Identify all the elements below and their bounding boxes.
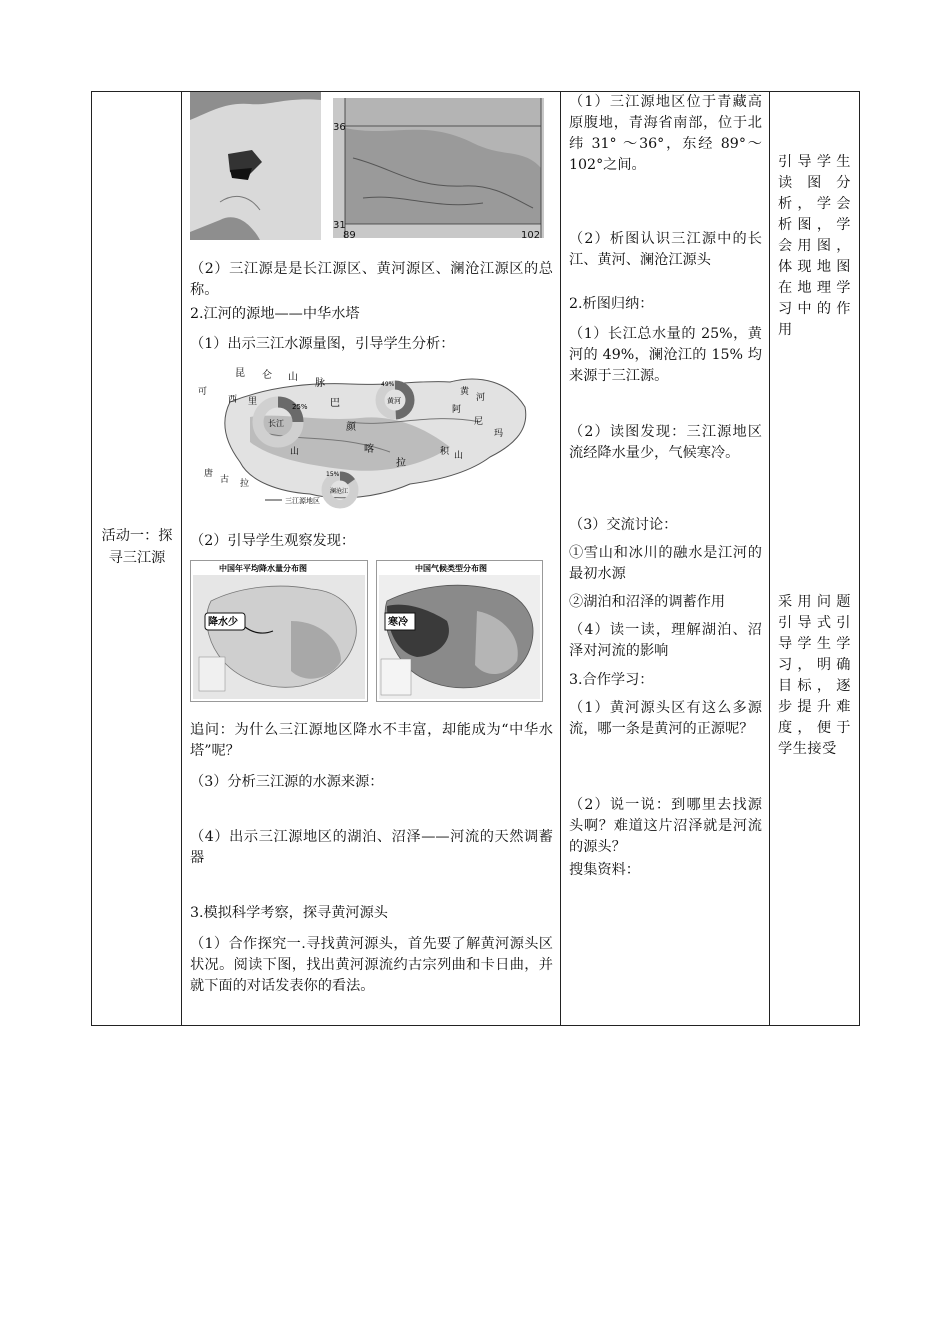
map-label: 山 bbox=[290, 447, 300, 457]
map-label: 尼 bbox=[474, 417, 484, 427]
map-label: 里 bbox=[248, 397, 258, 407]
sanjiangyuan-location-map bbox=[333, 98, 544, 238]
map-label: 山 bbox=[288, 372, 298, 383]
pie-lancangjiang-pct: 15% bbox=[326, 471, 340, 478]
para-lakes: （4）出示三江源地区的湖泊、沼泽——河流的天然调蓄器 bbox=[190, 829, 553, 866]
precipitation-tag: 降水少 bbox=[208, 617, 238, 628]
design-intent-cell bbox=[770, 92, 859, 1025]
pie-lancangjiang-label: 澜沧江 bbox=[330, 488, 349, 495]
map-label: 巴 bbox=[330, 398, 340, 409]
map-label: 古 bbox=[220, 475, 230, 485]
map-label: 西 bbox=[228, 395, 238, 405]
para-main-source: （1）黄河源头区有这么多源流，哪一条是黄河的正源呢？ bbox=[569, 700, 762, 737]
para-water-map: （1）出示三江水源量图，引导学生分析： bbox=[190, 336, 455, 352]
lon-89-label: 89 bbox=[343, 230, 356, 238]
map-label: 山 bbox=[454, 451, 464, 461]
student-activity-cell bbox=[561, 92, 770, 1025]
lat-36-label: 36 bbox=[333, 122, 346, 133]
para-water-share: （1）长江总水量的 25%，黄河的 49%，澜沧江的 15% 均来源于三江源。 bbox=[569, 326, 762, 384]
map-label: 黄 bbox=[460, 387, 470, 397]
map-label: 昆 bbox=[235, 368, 245, 379]
precipitation-map-title: 中国年平均降水量分布图 bbox=[219, 564, 307, 573]
heading-survey: 3.模拟科学考察，探寻黄河源头 bbox=[190, 905, 388, 921]
map-label: 河 bbox=[476, 393, 486, 403]
map-label: 积 bbox=[440, 447, 450, 457]
para-where-source: （2）说一说：到哪里去找源头啊？难道这片沼泽就是河流的源头？ bbox=[569, 797, 762, 855]
pie-huanghe-label: 黄河 bbox=[387, 397, 401, 405]
lesson-table bbox=[91, 91, 860, 1026]
para-climate: （2）读图发现：三江源地区流经降水量少，气候寒冷。 bbox=[569, 424, 762, 461]
activity-cell bbox=[92, 92, 182, 1025]
precipitation-map bbox=[190, 560, 368, 702]
para-water-source: （3）分析三江源的水源来源： bbox=[190, 774, 384, 790]
water-volume-map bbox=[190, 362, 535, 514]
para-discuss: （3）交流讨论： bbox=[569, 517, 678, 533]
para-followup: 追问：为什么三江源地区降水不丰富，却能成为“中华水塔”呢？ bbox=[190, 722, 553, 759]
para-observe: （2）引导学生观察发现： bbox=[190, 533, 356, 549]
para-regulation: ②湖泊和沼泽的调蓄作用 bbox=[569, 594, 726, 610]
pie-huanghe-pct: 49% bbox=[381, 381, 395, 388]
map-label: 玛 bbox=[494, 429, 504, 439]
map-label: 阿 bbox=[452, 405, 462, 415]
map-label: 可 bbox=[198, 387, 208, 397]
map-label: 拉 bbox=[240, 479, 250, 489]
lon-102-label: 102 bbox=[521, 230, 541, 238]
china-location-map bbox=[190, 92, 321, 240]
pie-changjiang-label: 长江 bbox=[268, 419, 284, 428]
climate-tag: 寒冷 bbox=[388, 617, 408, 628]
para-read: （4）读一读，理解湖泊、沼泽对河流的影响 bbox=[569, 622, 762, 659]
heading-summary: 2.析图归纳： bbox=[569, 296, 654, 312]
heading-cooperate: 3.合作学习： bbox=[569, 672, 654, 688]
heading-water-tower: 2.江河的源地——中华水塔 bbox=[190, 306, 360, 322]
map-label: 仑 bbox=[262, 370, 272, 381]
para-location: （1）三江源地区位于青藏高原腹地，青海省南部，位于北纬 31° ～36°，东经 89°～102°之间。 bbox=[569, 94, 762, 173]
map-label: 喀 bbox=[364, 444, 374, 455]
climate-map-title: 中国气候类型分布图 bbox=[415, 564, 487, 573]
para-sources: （2）析图认识三江源中的长江、黄河、澜沧江源头 bbox=[569, 231, 762, 268]
para-meltwater: ①雪山和冰川的融水是江河的最初水源 bbox=[569, 545, 762, 582]
para-sanjiangyuan-def: （2）三江源是是长江源区、黄河源区、澜沧江源区的总称。 bbox=[190, 261, 553, 298]
teacher-activity-cell bbox=[182, 92, 561, 1025]
climate-map bbox=[376, 560, 543, 702]
lat-31-label: 31 bbox=[333, 220, 346, 231]
map-label: 唐 bbox=[204, 469, 214, 479]
map-label: 脉 bbox=[315, 378, 325, 389]
map-legend: 三江源地区 bbox=[285, 497, 320, 505]
intent-question-guide: 采用问题引导式引导学生学习，明确目标，逐步提升难度，便于学生接受 bbox=[778, 594, 851, 757]
para-explore: （1）合作探究一.寻找黄河源头，首先要了解黄河源头区状况。阅读下图，找出黄河源流约古宗列曲和卡日曲，并就下面的对话发表你的看法。 bbox=[190, 936, 553, 994]
pie-changjiang-pct: 25% bbox=[292, 403, 308, 411]
para-collect: 搜集资料： bbox=[569, 862, 640, 878]
map-label: 颜 bbox=[346, 422, 356, 433]
activity-label: 活动一：探寻三江源 bbox=[101, 528, 173, 566]
intent-map-reading: 引导学生读图分析，学会析图，学会用图，体现地图在地理学习中的作用 bbox=[778, 154, 851, 338]
map-label: 拉 bbox=[396, 458, 406, 469]
